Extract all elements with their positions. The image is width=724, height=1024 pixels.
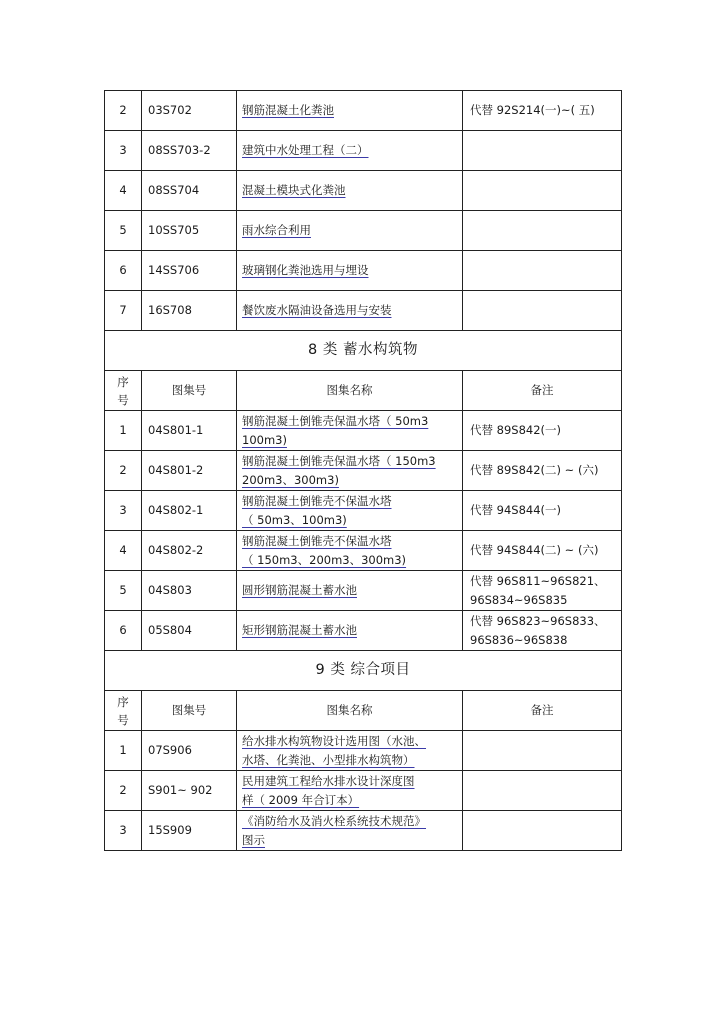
category-title-row <box>105 651 622 691</box>
table-row <box>105 771 622 811</box>
name-cell <box>237 91 463 131</box>
header-code: 图集号 <box>142 691 237 731</box>
name-cell-line[interactable]: 钢筋混凝土倒锥壳保温水塔（ 150m3 <box>242 453 436 468</box>
name-cell <box>237 411 463 451</box>
header-seq <box>105 371 142 411</box>
table-row <box>105 491 622 531</box>
name-cell <box>237 131 463 171</box>
name-cell-line[interactable]: 样（ 2009 年合订本） <box>242 792 360 807</box>
header-seq <box>105 691 142 731</box>
code-cell: 14SS706 <box>142 251 237 291</box>
code-cell: 08SS703-2 <box>142 131 237 171</box>
note-cell-line: 代替 94S844(一) <box>470 503 562 517</box>
note-cell <box>463 211 622 251</box>
table-row <box>105 531 622 571</box>
seq-cell: 3 <box>105 131 142 171</box>
seq-cell: 6 <box>105 251 142 291</box>
seq-cell: 1 <box>105 731 142 771</box>
code-cell: 08SS704 <box>142 171 237 211</box>
code-cell: S901~ 902 <box>142 771 237 811</box>
code-cell: 15S909 <box>142 811 237 851</box>
header-note: 备注 <box>463 371 622 411</box>
header-seq-top: 序 <box>117 374 129 389</box>
table-row <box>105 171 622 211</box>
note-cell <box>463 771 622 811</box>
name-cell <box>237 211 463 251</box>
seq-cell: 3 <box>105 811 142 851</box>
note-cell <box>463 571 622 611</box>
name-cell-line[interactable]: 200m3、300m3) <box>242 472 339 487</box>
note-cell <box>463 811 622 851</box>
note-cell <box>463 531 622 571</box>
note-cell <box>463 91 622 131</box>
name-cell-line[interactable]: 民用建筑工程给水排水设计深度图 <box>242 773 415 788</box>
code-cell: 04S802-1 <box>142 491 237 531</box>
name-cell-line[interactable]: 钢筋混凝土倒锥壳保温水塔（ 50m3 <box>242 413 429 428</box>
note-cell-line: 代替 92S214(一)~( 五) <box>470 103 595 117</box>
seq-cell: 2 <box>105 451 142 491</box>
note-cell <box>463 411 622 451</box>
note-cell-line: 代替 96S823~96S833、 <box>470 613 606 628</box>
name-cell <box>237 491 463 531</box>
name-cell <box>237 771 463 811</box>
name-cell-line[interactable]: 玻璃钢化粪池选用与埋设 <box>242 263 369 277</box>
seq-cell: 4 <box>105 171 142 211</box>
name-cell-line[interactable]: 图示 <box>242 832 265 847</box>
note-cell-line: 代替 96S811~96S821、 <box>470 573 606 588</box>
note-cell <box>463 251 622 291</box>
header-note: 备注 <box>463 691 622 731</box>
table-row <box>105 451 622 491</box>
name-cell <box>237 291 463 331</box>
header-seq-top: 序 <box>117 694 129 709</box>
name-cell-line[interactable]: 钢筋混凝土化粪池 <box>242 103 334 117</box>
name-cell-line[interactable]: 雨水综合利用 <box>242 223 311 237</box>
note-cell-line: 代替 89S842(二) ~ (六) <box>470 463 599 477</box>
name-cell <box>237 171 463 211</box>
code-cell: 05S804 <box>142 611 237 651</box>
code-cell: 07S906 <box>142 731 237 771</box>
code-cell: 10SS705 <box>142 211 237 251</box>
seq-cell: 7 <box>105 291 142 331</box>
name-cell <box>237 571 463 611</box>
name-cell-line[interactable]: 餐饮废水隔油设备选用与安装 <box>242 303 392 317</box>
header-row <box>105 691 622 731</box>
name-cell-line[interactable]: 钢筋混凝土倒锥壳不保温水塔 <box>242 533 392 548</box>
note-cell <box>463 611 622 651</box>
note-cell-line: 代替 94S844(二) ~ (六) <box>470 543 599 557</box>
category-title: 9 类 综合项目 <box>105 651 622 691</box>
name-cell <box>237 251 463 291</box>
header-seq-bottom: 号 <box>117 712 129 727</box>
header-code: 图集号 <box>142 371 237 411</box>
note-cell-line: 96S836~96S838 <box>470 632 568 647</box>
header-row <box>105 371 622 411</box>
seq-cell: 1 <box>105 411 142 451</box>
code-cell: 04S803 <box>142 571 237 611</box>
name-cell-line[interactable]: 钢筋混凝土倒锥壳不保温水塔 <box>242 493 392 508</box>
name-cell-line[interactable]: 100m3) <box>242 432 287 447</box>
name-cell-line[interactable]: （ 150m3、200m3、300m3) <box>242 552 407 567</box>
note-cell <box>463 291 622 331</box>
table-row <box>105 91 622 131</box>
code-cell: 04S802-2 <box>142 531 237 571</box>
table-row <box>105 611 622 651</box>
note-cell <box>463 171 622 211</box>
table-row <box>105 731 622 771</box>
name-cell-line[interactable]: 给水排水构筑物设计选用图（水池、 <box>242 733 426 748</box>
name-cell <box>237 451 463 491</box>
note-cell <box>463 451 622 491</box>
code-cell: 04S801-1 <box>142 411 237 451</box>
name-cell-line[interactable]: 圆形钢筋混凝土蓄水池 <box>242 583 357 597</box>
table-row <box>105 571 622 611</box>
note-cell <box>463 731 622 771</box>
note-cell <box>463 491 622 531</box>
standards-table <box>104 90 622 851</box>
name-cell-line[interactable]: 《消防给水及消火栓系统技术规范》 <box>242 813 426 828</box>
header-seq-bottom: 号 <box>117 392 129 407</box>
name-cell <box>237 611 463 651</box>
note-cell-line: 代替 89S842(一) <box>470 423 562 437</box>
table-row <box>105 131 622 171</box>
seq-cell: 3 <box>105 491 142 531</box>
seq-cell: 6 <box>105 611 142 651</box>
header-name: 图集名称 <box>237 691 463 731</box>
category-title: 8 类 蓄水构筑物 <box>105 331 622 371</box>
name-cell <box>237 531 463 571</box>
seq-cell: 5 <box>105 571 142 611</box>
name-cell-line[interactable]: 混凝土模块式化粪池 <box>242 183 346 197</box>
code-cell: 16S708 <box>142 291 237 331</box>
name-cell-line[interactable]: 水塔、化粪池、小型排水构筑物） <box>242 752 415 767</box>
note-cell <box>463 131 622 171</box>
category-title-row <box>105 331 622 371</box>
code-cell: 04S801-2 <box>142 451 237 491</box>
header-name: 图集名称 <box>237 371 463 411</box>
seq-cell: 2 <box>105 771 142 811</box>
seq-cell: 5 <box>105 211 142 251</box>
table-row <box>105 811 622 851</box>
name-cell-line[interactable]: 建筑中水处理工程（二） <box>242 143 369 157</box>
table-row <box>105 291 622 331</box>
name-cell-line[interactable]: （ 50m3、100m3) <box>242 512 347 527</box>
name-cell <box>237 811 463 851</box>
table-row <box>105 411 622 451</box>
name-cell-line[interactable]: 矩形钢筋混凝土蓄水池 <box>242 623 357 637</box>
table-row <box>105 251 622 291</box>
name-cell <box>237 731 463 771</box>
table-row <box>105 211 622 251</box>
seq-cell: 4 <box>105 531 142 571</box>
note-cell-line: 96S834~96S835 <box>470 592 568 607</box>
seq-cell: 2 <box>105 91 142 131</box>
code-cell: 03S702 <box>142 91 237 131</box>
